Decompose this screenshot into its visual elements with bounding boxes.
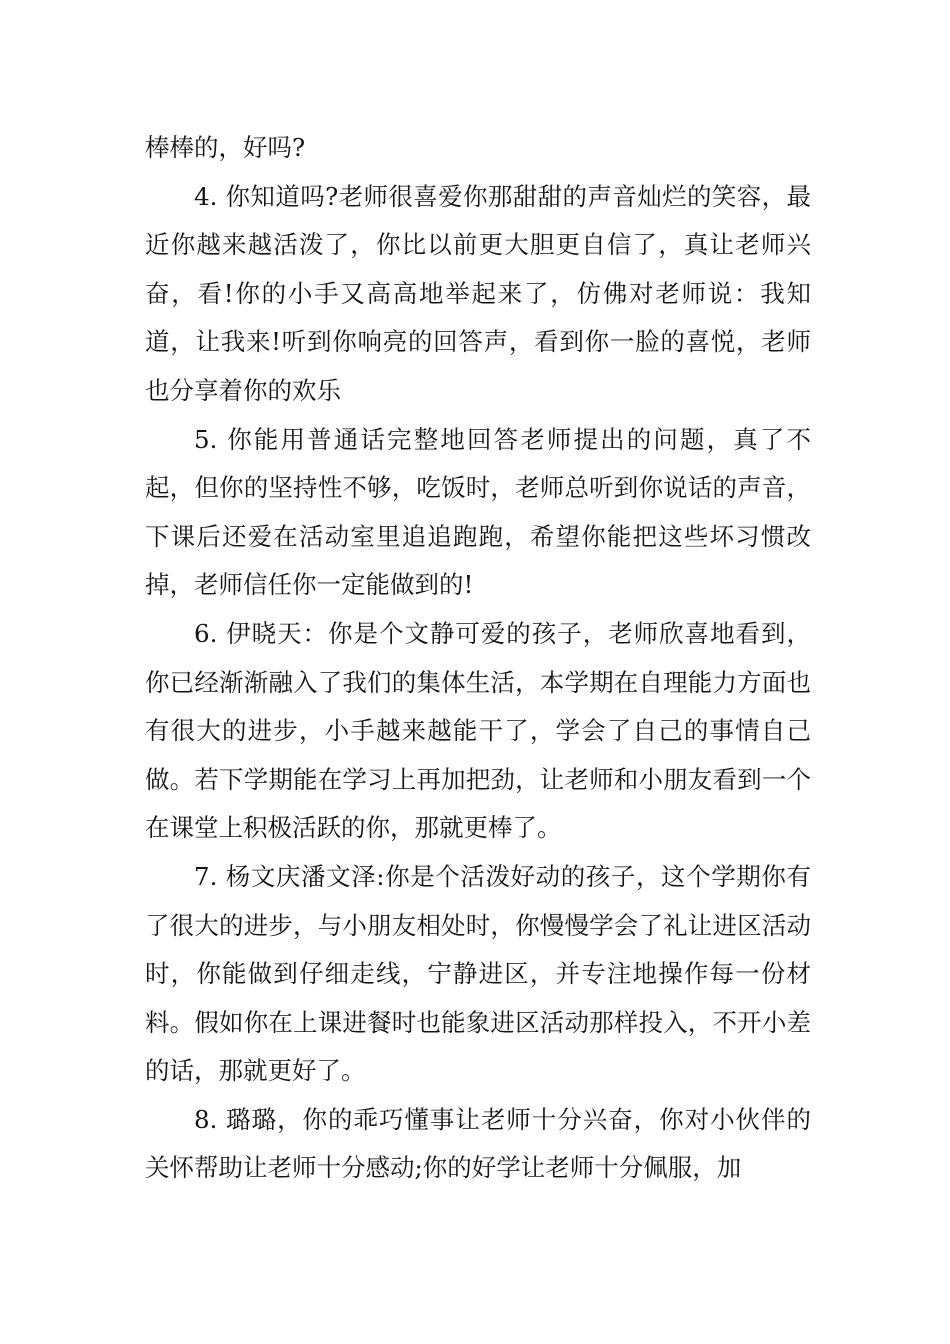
document-body bbox=[145, 124, 811, 1193]
paragraph-item-8: 8. 璐璐，你的乖巧懂事让老师十分兴奋，你对小伙伴的关怀帮助让老师十分感动;你的好学让老师十分佩服，加 bbox=[145, 1104, 811, 1183]
paragraph-item-7: 7. 杨文庆潘文泽:你是个活泼好动的孩子，这个学期你有了很大的进步，与小朋友相处时，你慢慢学会了礼让进区活动时，你能做到仔细走线，宁静进区，并专注地操作每一份材料。假如你在上课进餐时也能象进区活动那样投入，不开小差的话，那就更好了。 bbox=[145, 861, 811, 1086]
paragraph-item-4: 4. 你知道吗?老师很喜爱你那甜甜的声音灿烂的笑容，最近你越来越活泼了，你比以前更大胆更自信了，真让老师兴奋，看!你的小手又高高地举起来了，仿佛对老师说：我知道，让我来!听到你响亮的回答声，看到你一脸的喜悦，老师也分享着你的欢乐 bbox=[145, 181, 811, 405]
paragraph-continuation: 棒棒的，好吗? bbox=[145, 133, 306, 162]
paragraph-item-5: 5. 你能用普通话完整地回答老师提出的问题，真了不起，但你的坚持性不够，吃饭时，老师总听到你说话的声音，下课后还爱在活动室里追追跑跑，希望你能把这些坏习惯改掉，老师信任你一定能做到的! bbox=[145, 424, 811, 600]
paragraph-item-6: 6. 伊晓天：你是个文静可爱的孩子，老师欣喜地看到，你已经渐渐融入了我们的集体生活，本学期在自理能力方面也有很大的进步，小手越来越能干了，学会了自己的事情自己做。若下学期能在学习上再加把劲，让老师和小朋友看到一个在课堂上积极活跃的你，那就更棒了。 bbox=[145, 618, 811, 843]
